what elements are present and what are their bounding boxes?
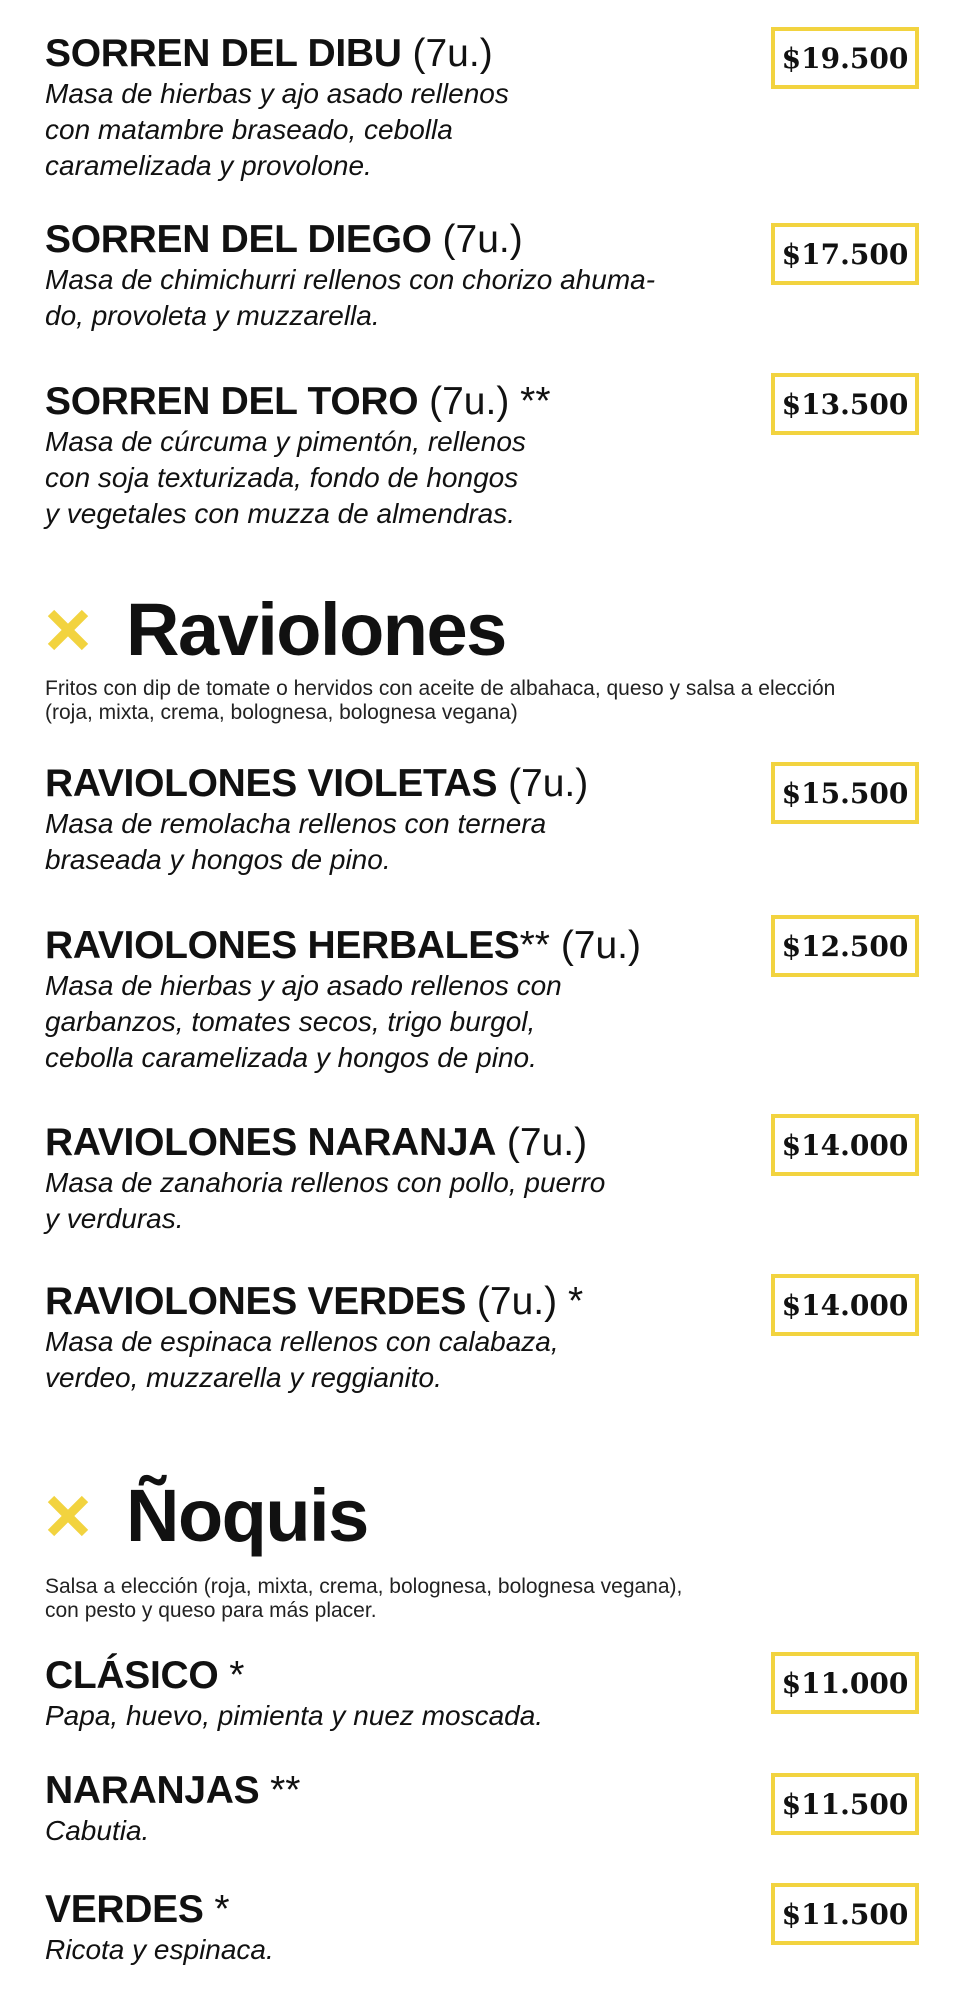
item-name: CLÁSICO <box>45 1654 219 1697</box>
item-quantity: * <box>218 1654 245 1697</box>
item-description: Masa de hierbas y ajo asado rellenos con garbanzos, tomates secos, trigo burgol, cebolla caramelizada y hongos de pino. <box>45 970 562 1073</box>
item-description: Masa de cúrcuma y pimentón, rellenos con soja texturizada, fondo de hongos y vegetales con muzza de almendras. <box>45 426 526 529</box>
section-title: Raviolones <box>126 588 506 671</box>
menu-item <box>45 32 725 184</box>
item-description: Papa, huevo, pimienta y nuez moscada. <box>45 1700 544 1731</box>
item-name: RAVIOLONES VIOLETAS <box>45 762 498 805</box>
item-quantity: (7u.) <box>497 762 589 805</box>
item-description: Masa de remolacha rellenos con ternera braseada y hongos de pino. <box>45 808 547 875</box>
item-name: NARANJAS <box>45 1769 260 1812</box>
item-title <box>45 1121 725 1165</box>
x-icon <box>45 607 91 653</box>
menu-item <box>45 1888 725 1968</box>
item-title <box>45 762 725 806</box>
item-title <box>45 380 725 424</box>
section-note: Fritos con dip de tomate o hervidos con aceite de albahaca, queso y salsa a elección (roja, mixta, crema, bolognesa, bolognesa vegana) <box>45 677 836 724</box>
item-quantity: ** (7u.) <box>519 924 642 967</box>
menu-item <box>45 924 725 1076</box>
section-header-noquis <box>45 1471 368 1561</box>
item-title <box>45 1280 725 1324</box>
price-tag: $14.000 <box>771 1274 919 1336</box>
section-title: Ñoquis <box>126 1474 368 1557</box>
item-name: SORREN DEL TORO <box>45 380 419 423</box>
price-tag: $12.500 <box>771 915 919 977</box>
menu-item <box>45 218 725 334</box>
menu-item <box>45 1121 725 1237</box>
item-name: SORREN DEL DIBU <box>45 32 402 75</box>
item-name: RAVIOLONES HERBALES <box>45 924 520 967</box>
item-name: SORREN DEL DIEGO <box>45 218 432 261</box>
item-description: Ricota y espinaca. <box>45 1934 274 1965</box>
item-description: Masa de hierbas y ajo asado rellenos con matambre braseado, cebolla caramelizada y provolone. <box>45 78 509 181</box>
section-note: Salsa a elección (roja, mixta, crema, bolognesa, bolognesa vegana), con pesto y queso para más placer. <box>45 1575 683 1622</box>
item-description: Masa de chimichurri rellenos con chorizo ahuma- do, provoleta y muzzarella. <box>45 264 656 331</box>
menu-item <box>45 1280 725 1396</box>
item-quantity: (7u.) <box>496 1121 588 1164</box>
menu-item <box>45 1769 725 1849</box>
price-tag: $19.500 <box>771 27 919 89</box>
item-quantity: * <box>203 1888 230 1931</box>
menu-item <box>45 380 725 532</box>
item-title <box>45 1769 725 1813</box>
x-icon <box>45 1493 91 1539</box>
item-description: Masa de zanahoria rellenos con pollo, puerro y verduras. <box>45 1167 606 1234</box>
price-tag: $13.500 <box>771 373 919 435</box>
price-tag: $14.000 <box>771 1114 919 1176</box>
section-header-raviolones <box>45 585 506 675</box>
item-name: RAVIOLONES NARANJA <box>45 1121 497 1164</box>
item-name: VERDES <box>45 1888 204 1931</box>
price-tag: $17.500 <box>771 223 919 285</box>
item-title <box>45 1654 725 1698</box>
item-title <box>45 924 725 968</box>
item-title <box>45 218 725 262</box>
item-quantity: ** <box>259 1769 301 1812</box>
price-tag: $11.500 <box>771 1883 919 1945</box>
price-tag: $11.500 <box>771 1773 919 1835</box>
menu-item <box>45 1654 725 1734</box>
item-description: Masa de espinaca rellenos con calabaza, verdeo, muzzarella y reggianito. <box>45 1326 559 1393</box>
price-tag: $11.000 <box>771 1652 919 1714</box>
item-quantity: (7u.) ** <box>418 380 551 423</box>
item-title <box>45 1888 725 1932</box>
menu-item <box>45 762 725 878</box>
item-quantity: (7u.) <box>401 32 493 75</box>
item-description: Cabutia. <box>45 1815 150 1846</box>
price-tag: $15.500 <box>771 762 919 824</box>
item-name: RAVIOLONES VERDES <box>45 1280 467 1323</box>
item-quantity: (7u.) <box>431 218 523 261</box>
item-title <box>45 32 725 76</box>
item-quantity: (7u.) * <box>466 1280 584 1323</box>
